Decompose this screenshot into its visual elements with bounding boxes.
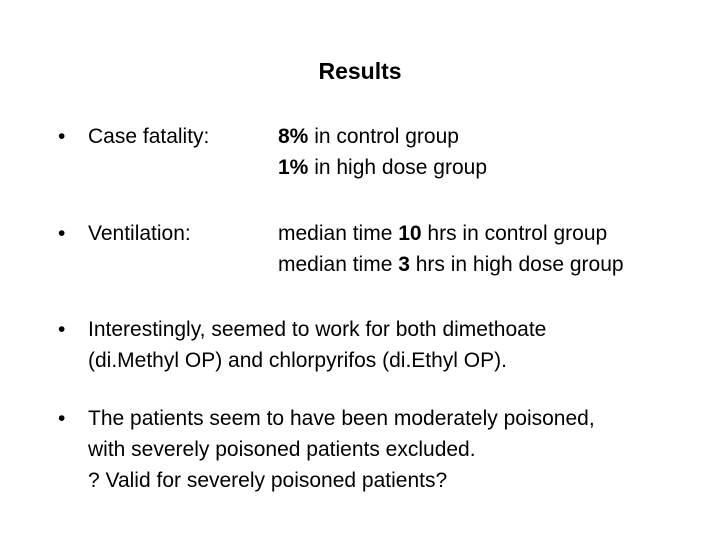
interestingly-line-2: (di.Methyl OP) and chlorpyrifos (di.Ethyl OP). <box>88 349 507 372</box>
slide-title-text: Results <box>318 58 402 84</box>
ventilation-line-1 <box>278 218 624 249</box>
case-fatality-text-2: in high dose group <box>308 156 487 179</box>
case-fatality-values <box>278 121 487 183</box>
case-fatality-value-1: 8% <box>278 125 309 148</box>
ventilation-prefix-1: median time <box>278 222 399 245</box>
interestingly-text <box>88 314 698 376</box>
bullet-3: • <box>58 318 66 341</box>
bullet-4: • <box>58 407 66 430</box>
patients-line-1: The patients seem to have been moderately poisoned, <box>88 407 595 430</box>
ventilation-label <box>58 218 191 249</box>
slide-title <box>0 58 720 85</box>
interestingly-point <box>58 314 698 376</box>
ventilation-value-2: 3 <box>398 253 410 276</box>
case-fatality-label-text: Case fatality: <box>88 125 210 148</box>
patients-point <box>58 403 698 496</box>
bullet-2: • <box>58 222 66 245</box>
case-fatality-line-1 <box>278 121 487 152</box>
bullet-1: • <box>58 125 66 148</box>
interestingly-line-1: Interestingly, seemed to work for both dimethoate <box>88 318 547 341</box>
ventilation-suffix-1: hrs in control group <box>421 222 608 245</box>
patients-text <box>88 403 698 496</box>
ventilation-prefix-2: median time <box>278 253 399 276</box>
patients-line-3: ? Valid for severely poisoned patients? <box>88 469 448 492</box>
case-fatality-label <box>58 121 209 152</box>
case-fatality-value-2: 1% <box>278 156 309 179</box>
ventilation-values <box>278 218 624 280</box>
ventilation-label-text: Ventilation: <box>88 222 191 245</box>
ventilation-line-2 <box>278 249 624 280</box>
patients-line-2: with severely poisoned patients excluded. <box>88 438 476 461</box>
ventilation-value-1: 10 <box>398 222 422 245</box>
case-fatality-text-1: in control group <box>308 125 459 148</box>
ventilation-suffix-2: hrs in high dose group <box>409 253 624 276</box>
case-fatality-line-2 <box>278 152 487 183</box>
